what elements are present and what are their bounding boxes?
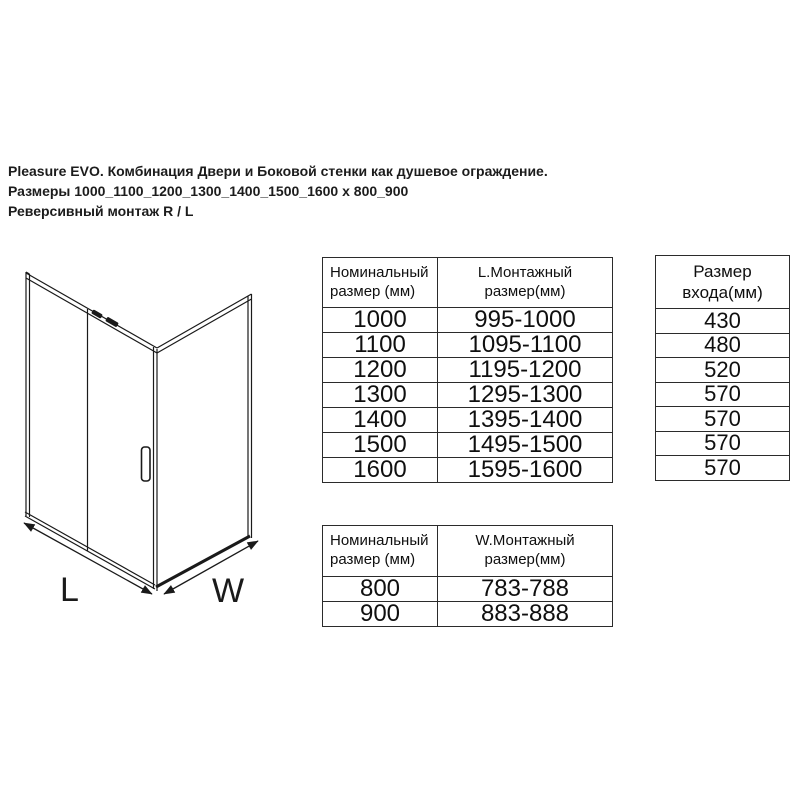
mounting-size-value: 1495-1500 xyxy=(438,433,613,458)
nominal-size-value: 1500 xyxy=(323,433,438,458)
shower-enclosure-diagram xyxy=(0,252,310,622)
nominal-size-value: 1200 xyxy=(323,358,438,383)
width-dimension-label: W xyxy=(212,572,245,610)
table-header-row xyxy=(323,258,613,308)
mounting-size-value: 883-888 xyxy=(438,602,613,627)
entrance-size-value: 570 xyxy=(656,456,790,481)
mounting-size-value: 995-1000 xyxy=(438,308,613,333)
table-row xyxy=(323,358,613,383)
table-row xyxy=(656,407,790,432)
mounting-size-value: 1295-1300 xyxy=(438,383,613,408)
table-row xyxy=(656,358,790,383)
table-row xyxy=(323,308,613,333)
table-row xyxy=(656,382,790,407)
front-panel-frame-lines xyxy=(25,272,157,591)
sizes-line: Размеры 1000_1100_1200_1300_1400_1500_1600 x 800_900 xyxy=(8,183,409,199)
entrance-size-value: 570 xyxy=(656,431,790,456)
mounting-size-value: 1395-1400 xyxy=(438,408,613,433)
nominal-size-value: 1100 xyxy=(323,333,438,358)
table-row xyxy=(656,431,790,456)
entrance-size-table xyxy=(655,255,790,481)
table-header-row xyxy=(323,526,613,577)
entrance-size-value: 570 xyxy=(656,407,790,432)
entrance-size-value: 520 xyxy=(656,358,790,383)
nominal-size-value: 1600 xyxy=(323,458,438,483)
table-row xyxy=(323,408,613,433)
nominal-size-header: Номинальный размер (мм) xyxy=(323,258,438,308)
title-line: Pleasure EVO. Комбинация Двери и Боковой стенки как душевое ограждение. xyxy=(8,163,548,179)
nominal-size-value: 1000 xyxy=(323,308,438,333)
door-roller-icon xyxy=(105,317,119,328)
side-panel-frame-lines xyxy=(157,294,252,538)
entrance-size-value: 570 xyxy=(656,382,790,407)
table-row xyxy=(323,383,613,408)
mounting-size-value: 1095-1100 xyxy=(438,333,613,358)
door-handle xyxy=(142,447,151,481)
w-dimensions-table xyxy=(322,525,613,627)
table-row xyxy=(323,333,613,358)
l-mounting-size-header: L.Монтажный размер(мм) xyxy=(438,258,613,308)
table-row xyxy=(323,458,613,483)
mounting-size-value: 1195-1200 xyxy=(438,358,613,383)
header-text-block xyxy=(8,161,548,221)
entrance-size-value: 430 xyxy=(656,309,790,334)
nominal-size-value: 1400 xyxy=(323,408,438,433)
table-row xyxy=(656,309,790,334)
table-row xyxy=(323,602,613,627)
entrance-size-header: Размер входа(мм) xyxy=(656,256,790,309)
table-row xyxy=(323,577,613,602)
door-roller-icon xyxy=(91,309,103,318)
l-dimensions-table xyxy=(322,257,613,483)
nominal-size-value: 800 xyxy=(323,577,438,602)
nominal-size-value: 1300 xyxy=(323,383,438,408)
mounting-size-value: 1595-1600 xyxy=(438,458,613,483)
w-mounting-size-header: W.Монтажный размер(мм) xyxy=(438,526,613,577)
nominal-size-header: Номинальный размер (мм) xyxy=(323,526,438,577)
entrance-size-value: 480 xyxy=(656,333,790,358)
table-row xyxy=(323,433,613,458)
nominal-size-value: 900 xyxy=(323,602,438,627)
length-dimension-label: L xyxy=(60,571,79,609)
reversible-mount-line: Реверсивный монтаж R / L xyxy=(8,203,194,219)
table-row xyxy=(656,456,790,481)
table-header-row xyxy=(656,256,790,309)
mounting-size-value: 783-788 xyxy=(438,577,613,602)
table-row xyxy=(656,333,790,358)
